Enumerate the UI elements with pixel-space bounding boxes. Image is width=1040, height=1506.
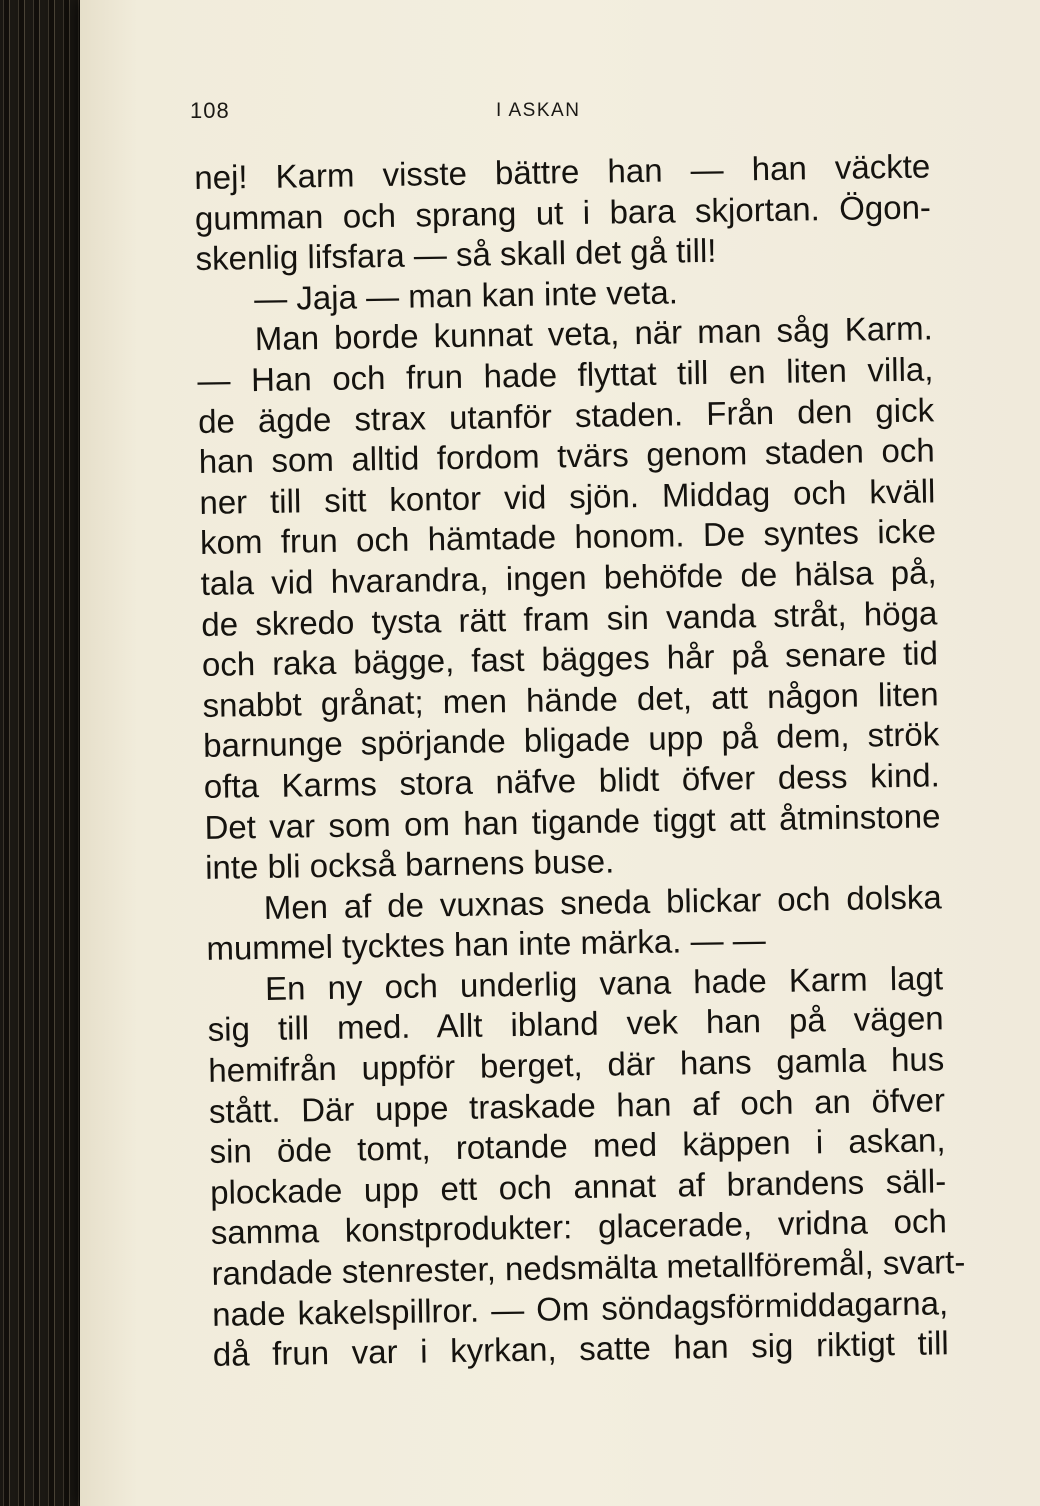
text-line: snabbt grånat; men hände det, att någon liten xyxy=(202,675,939,724)
text-line: stått. Där uppe traskade han af och an öfver xyxy=(208,1080,946,1130)
text-line: kom frun och hämtade honom. De syntes icke xyxy=(199,512,937,562)
text-line: sin öde tomt, rotande med käppen i askan, xyxy=(209,1121,946,1171)
text-line: de skredo tysta rätt fram sin vanda stråt, höga xyxy=(201,593,938,643)
text-line: samma konstprodukter: glacerade, vridna och xyxy=(210,1202,948,1252)
text-line: Men af de vuxnas sneda blickar och dolska xyxy=(263,878,942,926)
text-line: Man borde kunnat veta, när man såg Karm. xyxy=(254,309,934,358)
page-number: 108 xyxy=(190,98,230,123)
text-line: sig till med. Allt ibland vek han på vägen xyxy=(207,999,944,1049)
text-line: han som alltid fordom tvärs genom staden och xyxy=(198,431,935,481)
text-line: nej! Karm visste bättre han — han väckte xyxy=(194,147,931,196)
text-line: plockade upp ett och annat af brandens säll- xyxy=(209,1162,947,1211)
text-line: då frun var i kyrkan, satte han sig riktigt till xyxy=(212,1324,949,1374)
text-line: tala vid hvarandra, ingen behöfde de hälsa på, xyxy=(200,553,937,602)
text-line: inte bli också barnens buse. xyxy=(204,842,615,887)
text-line: randade stenrester, nedsmälta metallföremål, svart- xyxy=(211,1243,966,1292)
text-line: En ny och underlig vana hade Karm lagt xyxy=(264,959,944,1007)
body-text xyxy=(194,146,966,1375)
text-line: skenlig lifsfara — så skall det gå till! xyxy=(195,231,717,278)
text-line: ner till sitt kontor vid sjön. Middag och kväll xyxy=(199,472,936,521)
text-line: de ägde strax utanför staden. Från den gick xyxy=(197,390,935,440)
text-line: och raka bägge, fast bägges hår på senare tid xyxy=(201,634,939,684)
text-line: gumman och sprang ut i bara skjortan. Ögon- xyxy=(194,188,932,237)
text-line: Det var som om han tigande tiggt att åtminstone xyxy=(204,796,941,846)
text-line: mummel tycktes han inte märka. — — xyxy=(206,921,766,968)
page-header xyxy=(190,98,950,138)
text-line: hemifrån uppför berget, där hans gamla hus xyxy=(208,1040,945,1089)
running-title: I ASKAN xyxy=(496,100,581,121)
text-line: — Jaja — man kan inte veta. xyxy=(253,273,679,317)
text-line: ofta Karms stora näfve blidt öfver dess kind. xyxy=(203,756,941,805)
text-line: barnunge spörjande bligade upp på dem, strök xyxy=(202,715,940,765)
text-line: nade kakelspillror. — Om söndagsförmiddagarna, xyxy=(211,1283,949,1333)
text-line: — Han och frun hade flyttat till en liten villa, xyxy=(197,350,934,399)
